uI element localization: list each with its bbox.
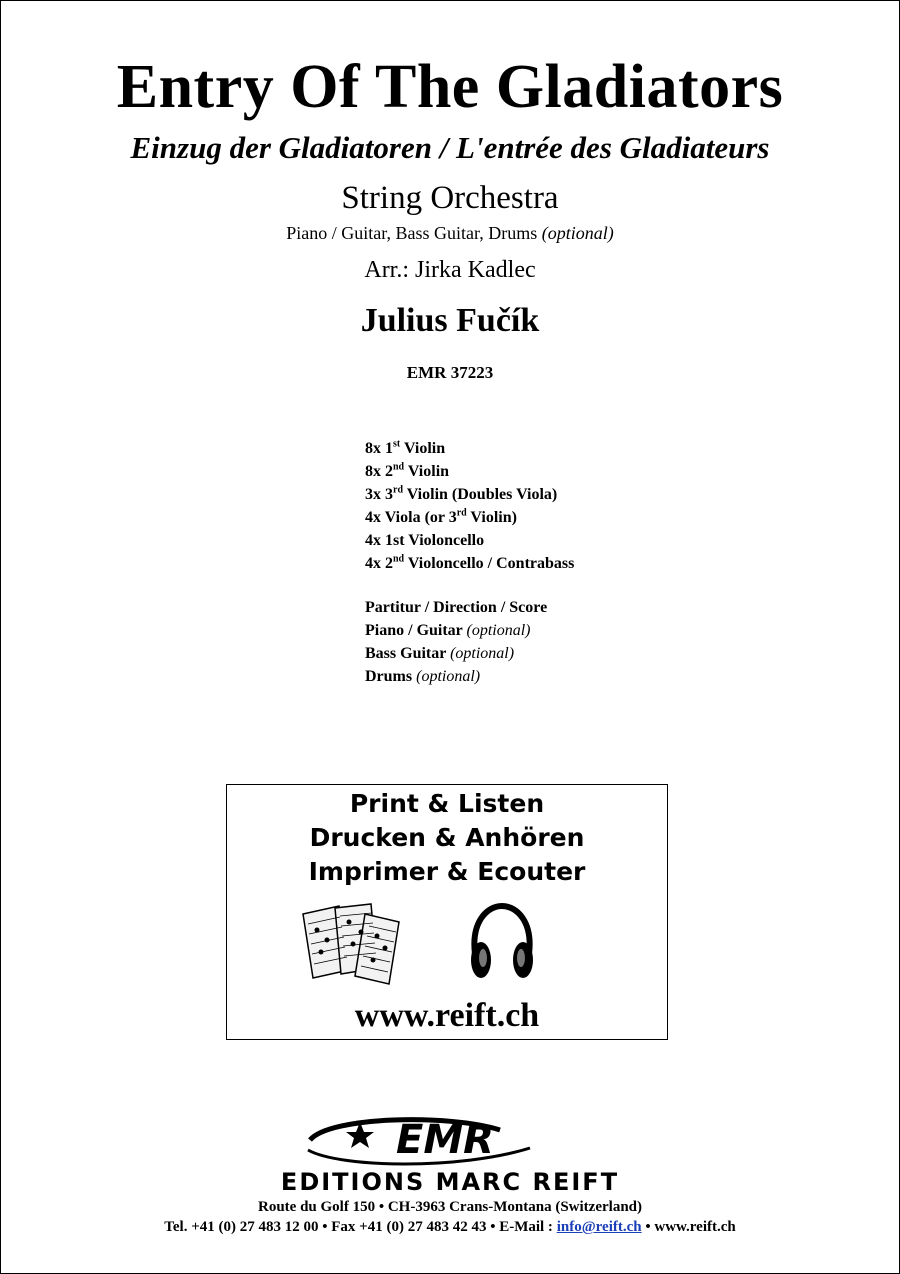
optional-instruments-list: Piano / Guitar, Bass Guitar, Drums [286, 223, 538, 243]
catalog-number: EMR 37223 [406, 363, 494, 382]
arranger: Arr.: Jirka Kadlec [364, 257, 536, 283]
part-row [365, 529, 574, 552]
extra-part-row [365, 619, 547, 642]
extra-part-row [365, 665, 547, 688]
extra-part-row [365, 596, 547, 619]
part-row [365, 460, 574, 483]
part-row [365, 437, 574, 460]
contact-phone-fax: Tel. +41 (0) 27 483 12 00 • Fax +41 (0) 27 483 42 43 • E-Mail : [164, 1219, 557, 1235]
print-listen-line-en: Print & Listen [349, 789, 545, 818]
headphones-icon [467, 902, 537, 984]
svg-text:EMR: EMR [396, 1117, 494, 1163]
part-ordinal: st [393, 438, 401, 450]
part-ordinal: nd [393, 461, 405, 473]
publisher-contact [0, 1219, 900, 1236]
optional-instruments [0, 223, 900, 244]
page-title: Entry Of The Gladiators [116, 53, 784, 121]
part-qty: 4x [365, 555, 381, 572]
part-row [365, 483, 574, 506]
part-name: 2 [385, 463, 393, 480]
part-qty: 8x [365, 463, 381, 480]
part-name-suffix: Violoncello / Contrabass [404, 555, 575, 572]
extras-list [365, 596, 547, 688]
part-qty: 3x [365, 486, 381, 503]
part-name: 1 [385, 440, 393, 457]
parts-list [365, 437, 574, 575]
publisher-address: Route du Golf 150 • CH-3963 Crans-Montana (Switzerland) [258, 1199, 642, 1215]
print-listen-line-fr: Imprimer & Ecouter [308, 857, 586, 886]
optional-tag: (optional) [416, 668, 481, 685]
extra-part-name: Piano / Guitar [365, 622, 463, 639]
part-ordinal: nd [393, 553, 405, 565]
extra-part-row [365, 642, 547, 665]
website-link[interactable]: www.reift.ch [354, 997, 540, 1034]
part-name-suffix: Violin (Doubles Viola) [403, 486, 558, 503]
contact-web: • www.reift.ch [641, 1219, 736, 1235]
extra-part-name: Bass Guitar [365, 645, 447, 662]
part-row [365, 552, 574, 575]
optional-tag: (optional) [541, 223, 614, 243]
optional-tag: (optional) [450, 645, 515, 662]
part-row [365, 506, 574, 529]
part-qty: 4x [365, 532, 381, 549]
part-ordinal: rd [456, 507, 467, 519]
page-subtitle: Einzug der Gladiatoren / L'entrée des Gladiateurs [130, 130, 770, 165]
print-listen-line-de: Drucken & Anhören [309, 823, 585, 852]
part-qty: 4x [365, 509, 381, 526]
composer: Julius Fučík [360, 302, 540, 339]
part-name-suffix: Violin [404, 463, 450, 480]
part-name: 3 [385, 486, 393, 503]
part-name-suffix: Violin [400, 440, 446, 457]
extra-part-name: Partitur / Direction / Score [365, 599, 548, 616]
part-name-suffix: Violin) [466, 509, 517, 526]
part-name: 2 [385, 555, 393, 572]
part-name: Viola (or 3 [384, 509, 457, 526]
sheet-music-icon [299, 900, 414, 985]
extra-part-name: Drums [365, 668, 413, 685]
print-listen-box [226, 784, 668, 1040]
optional-tag: (optional) [466, 622, 531, 639]
emr-logo [250, 1108, 650, 1198]
part-qty: 8x [365, 440, 381, 457]
email-link[interactable]: info@reift.ch [556, 1219, 642, 1235]
svg-text:EDITIONS MARC REIFT: EDITIONS MARC REIFT [280, 1168, 620, 1196]
part-name: 1st Violoncello [385, 532, 485, 549]
part-ordinal: rd [393, 484, 403, 496]
ensemble-label: String Orchestra [341, 180, 559, 216]
